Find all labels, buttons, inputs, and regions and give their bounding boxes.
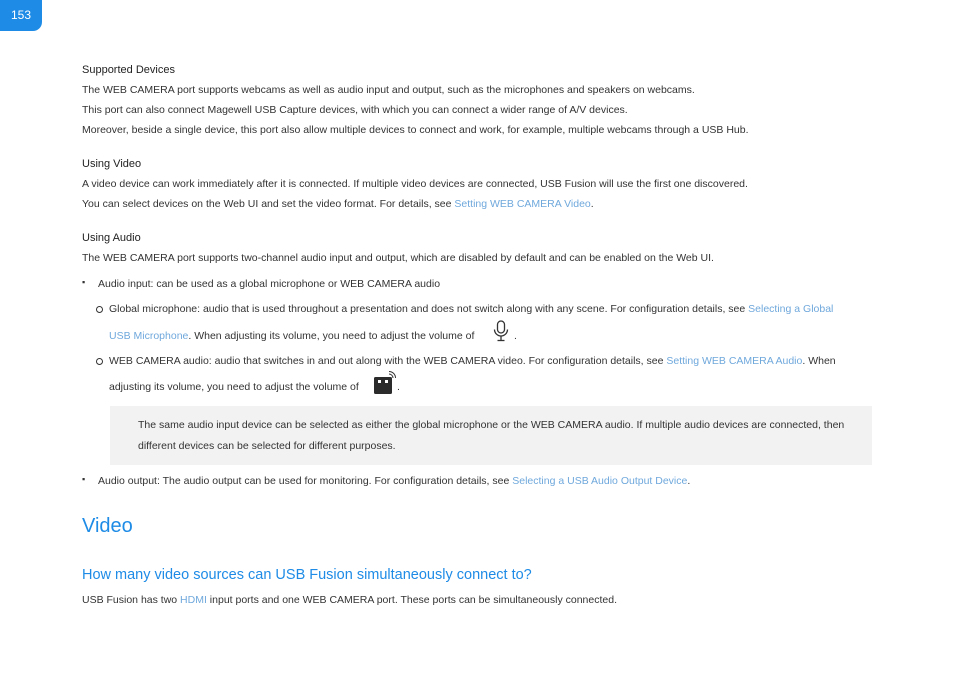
using-video-heading: Using Video [82, 158, 142, 170]
using-audio-paragraph: The WEB CAMERA port supports two-channel audio input and output, which are disabled by default and can be enabled on the Web UI. [82, 252, 714, 264]
using-video-paragraph-2 [82, 198, 594, 211]
selecting-usb-audio-output-link[interactable]: Selecting a USB Audio Output Device [512, 475, 688, 487]
setting-webcam-video-link[interactable]: Setting WEB CAMERA Video [454, 198, 591, 210]
using-video-paragraph-1: A video device can work immediately after it is connected. If multiple video devices are connected, USB Fusion will use the first one discovered. [82, 178, 748, 190]
supported-devices-heading: Supported Devices [82, 64, 175, 76]
audio-output-bullet [98, 475, 690, 488]
global-microphone-line-2 [109, 330, 474, 343]
note-line-2: different devices can be selected for different purposes. [138, 440, 396, 452]
using-video-text: You can select devices on the Web UI and set the video format. For details, see [82, 198, 455, 210]
period: . [687, 475, 691, 487]
global-microphone-line-1 [109, 303, 833, 316]
webcam-audio-line-1 [109, 355, 836, 368]
note-box [110, 406, 872, 465]
faq-answer-text: USB Fusion has two [82, 594, 181, 606]
webcam-audio-line-2: adjusting its volume, you need to adjust the volume of [109, 381, 359, 393]
usb-webcam-icon [373, 371, 397, 400]
audio-input-bullet: Audio input: can be used as a global microphone or WEB CAMERA audio [98, 278, 441, 290]
supported-paragraph-3: Moreover, beside a single device, this port also allow multiple devices to connect and work, for example, multiple webcams through a USB Hub. [82, 124, 749, 136]
faq-answer [82, 594, 617, 607]
sub-bullet-circle [96, 306, 103, 313]
supported-paragraph-1: The WEB CAMERA port supports webcams as well as audio input and output, such as the microphones and speakers on webcams. [82, 84, 695, 96]
setting-webcam-audio-link[interactable]: Setting WEB CAMERA Audio [666, 355, 803, 367]
page-number-badge: 153 [0, 0, 42, 31]
faq-answer-text-2: input ports and one WEB CAMERA port. These ports can be simultaneously connected. [206, 594, 618, 606]
webcam-audio-end: . [397, 381, 400, 393]
selecting-global-microphone-link[interactable]: Selecting a Global [748, 303, 834, 315]
global-microphone-text: Global microphone: audio that is used throughout a presentation and does not switch along with any scene. For configuration details, see [109, 303, 749, 315]
webcam-audio-when: . When [802, 355, 836, 367]
faq-question-heading: How many video sources can USB Fusion simultaneously connect to? [82, 567, 532, 583]
audio-output-text: Audio output: The audio output can be used for monitoring. For configuration details, see [98, 475, 513, 487]
hdmi-link[interactable]: HDMI [180, 594, 207, 606]
using-audio-heading: Using Audio [82, 232, 141, 244]
global-microphone-end: . [514, 330, 517, 342]
webcam-audio-text: WEB CAMERA audio: audio that switches in and out along with the WEB CAMERA video. For configuration details, see [109, 355, 667, 367]
microphone-icon [492, 320, 510, 347]
note-line-1: The same audio input device can be selected as either the global microphone or the WEB CAMERA audio. If multiple audio devices are connected, then [138, 419, 845, 431]
video-section-title: Video [82, 515, 133, 537]
usb-microphone-link[interactable]: USB Microphone [109, 330, 189, 342]
supported-paragraph-2: This port can also connect Magewell USB Capture devices, with which you can connect a wider range of A/V devices. [82, 104, 628, 116]
global-microphone-volume-text: . When adjusting its volume, you need to adjust the volume of [188, 330, 475, 342]
sub-bullet-circle [96, 358, 103, 365]
bullet-dot: ▪ [82, 474, 86, 484]
bullet-dot: ▪ [82, 277, 86, 287]
period: . [590, 198, 594, 210]
